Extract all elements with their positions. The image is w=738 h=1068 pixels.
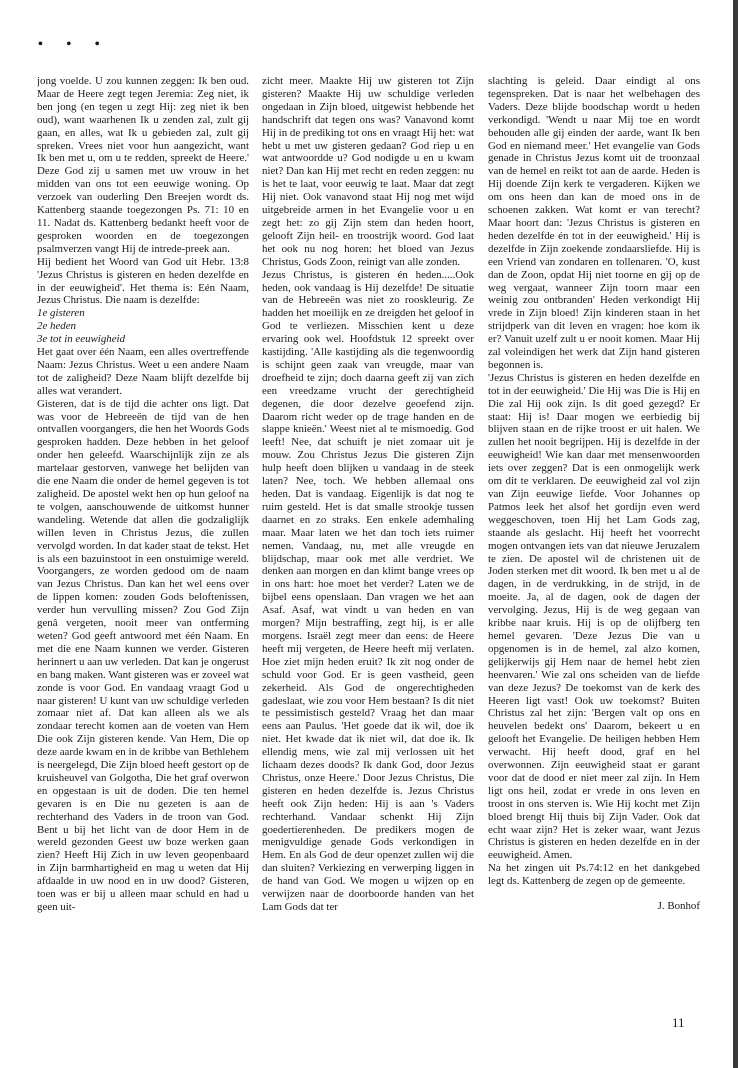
- text-column-2: [262, 75, 474, 1010]
- paragraph: zicht meer. Maakte Hij uw gisteren tot Zijn gisteren? Maakte Hij uw schuldige verleden ongedaan in Zijn bloed, uitgewist hebbende het handschrift dat tegen ons was? Vanavond komt Hij in de prediking tot ons en vraagt Hij het: wat hebt u met uw gisteren gedaan? God riep u en wat antwoordde u? God nodigde u en u kwam niet? Dan kan Hij met recht en reden zeggen: nu is het te laat, voor eeuwig te laat. Maar dat zegt Hij niet. Ook vanavond staat Hij nog met wijd uitgebreide armen in het Evangelie voor u en zegt het: zo gij Zijn stem dan heden hoort, gelooft Zijn heil- en troostrijk woord. God laat het ook nu nog horen: het bloed van Jezus Christus, Gods Zoon, reinigt van alle zonden.: [262, 75, 474, 268]
- paragraph: jong voelde. U zou kunnen zeggen: Ik ben oud. Maar de Heere zegt tegen Jeremia: Zeg niet, ik ben jong (en tegen u zegt Hij: zeg niet ik ben oud), want waarhenen Ik u zenden zal, zult gij gaan, en alles, wat Ik u gebieden zal, zult gij spreken. Vrees niet voor hun aangezicht, want Ik ben met u, om u te redden, spreekt de Heere.' Deze God zij u samen met uw vrouw in het midden van ons tot een eeuwige woning. Op verzoek van ouderling Den Breejen wordt ds. Kattenberg staande toegezongen Ps. 71: 10 en 11. Nadat ds. Kattenberg bedankt heeft voor de gesproken woorden en de toegezongen psalmverzen vangt Hij de intrede-preek aan.: [37, 75, 249, 255]
- paragraph: Jezus Christus, is gisteren én heden.....Ook heden, ook vandaag is Hij dezelfde! De situatie van de Hebreeën was niet zo rooskleurig. Ze hadden het moeilijk en ze dreigden het geloof in God te verliezen. Misschien kent u deze ervaring ook wel. Hoofdstuk 12 spreekt over kastijding. 'Alle kastijding als die tegenwoordig is schijnt geen zaak van vreugde, maar van droefheid te zijn; doch daarna geeft zij van zich een vreedzame vrucht der gerechtigheid degenen, die door dezelve geoefend zijn. Daarom richt weder op de trage handen en de slappe knieën.' Weest niet al te mismoedig. God leeft! Nee, dat schuift je niet zomaar uit je mouw. Zou Christus Jezus Die gisteren Zijn hulp heeft doen blijken u vandaag in de steek laten? Nee, toch. We hebben allemaal ons heden. Dat is vandaag. Eigenlijk is dat nog te ruim gesteld. Het is dat smalle strookje tussen daarnet en zo straks. Een enkele ademhaling maar. Maar laten we het dan toch iets ruimer nemen. Vandaag, nu, met alle vreugde en blijdschap, maar ook met alle verdriet. We denken aan morgen en dan klimt bange vrees op in ons hart: hoe moet het verder? Laten we de bijbel eens openslaan. Dan vragen we het aan Asaf. Asaf, wat vindt u van heden en van morgen? Mijn bestraffing, zegt hij, is er alle morgens. Israël zegt meer dan eens: de Heere heeft mij vergeten, de Heere heeft mij verlaten. Hoe ziet mijn heden eruit? Ik zit nog onder de schuld voor God. Er is geen vastheid, geen zekerheid. Als God de ongerechtigheden gadeslaat, wie zou voor Hem bestaan? Is dit niet te pessimistisch gesteld? Vraag het dan maar eens aan Paulus. 'Het goede dat ik wil, doe ik niet. Het kwade dat ik niet wil, dat doe ik. Ik ellendig mens, wie zal mij verlossen uit het lichaam dezes doods? Ik dank God, door Jezus Christus, onze Heere.' Door Jezus Christus, Die gisteren en heden dezelfde is. Jezus Christus heeft ook Zijn heden: Hij is aan 's Vaders rechterhand. Vandaar schenkt Hij Zijn goedertierenheden. De predikers mogen de menigvuldige genade Gods verkondigen in Hem. En als God de deur openzet zullen wij die dan sluiten? Verkiezing en verwerping liggen in de hand van God. We mogen u wijzen op en verwijzen naar de doorboorde handen van het Lam Gods dat ter: [262, 268, 474, 913]
- paragraph: Na het zingen uit Ps.74:12 en het dankgebed legt ds. Kattenberg de zegen op de gemeente.: [488, 862, 700, 888]
- page-number: 11: [672, 1015, 685, 1030]
- paragraph: 'Jezus Christus is gisteren en heden dezelfde en tot in der eeuwigheid.' Die Hij was Die is Hij en Die zal Hij ook zijn. Is dit goed gezegd? Er staat: Hij is! Daar mogen we eerbiedig bij blijven staan en de rijke troost er uit halen. We zullen het nooit begrijpen. Hij is dezelfde in der eeuwigheid! Wie kan daar met mensenwoorden iets over zeggen? Dat is een onmogelijk werk om dit te verklaren. De eeuwigheid zal vol zijn van Zijn eeuwige liefde. Voor Johannes op Patmos leek het alsof het gordijn even werd weggeschoven, toen Hij het Lam Gods zag, staande als geslacht. Hij heeft het voorrecht mogen ontvangen iets van dat nieuwe Jeruzalem te zien. De apostel wil de christenen uit de Joden sterken met dit woord. Ik ben met u al de dagen, in de verdrukking, in de strijd, in de moeite. Ja, al de dagen, ook de dagen der vervolging. Jezus, Hij is de weg gegaan van kribbe naar kruis. Hij is op de olijfberg ten hemel gevaren. 'Deze Jezus Die van u opgenomen is in de hemel, zal alzo komen, gelijkerwijs gij Hem naar de hemel hebt zien heenvaren.' Wie zal ons scheiden van de liefde van deze Jezus? De toekomst van de kerk des Heeren ligt vast! Ook uw toekomst? Buiten Christus zal het zijn: 'Bergen valt op ons en heuvelen bedekt ons' Daarom, bekeert u en gelooft het Evangelie. De heiligen hebben Hem verwacht. Hij heeft dood, graf en hel overwonnen. Zijn eeuwigheid staat er garant voor dat de dood er niet meer zal zijn. In Hem ligt ons heil, zodat er vrede in ons leven en troost in ons sterven is. Wie Hij kocht met Zijn bloed brengt Hij thuis bij Zijn Vader. Ook dat echt waar zijn? Het is zeker waar, want Jezus Christus is gisteren en heden dezelfde en in der eeuwigheid. Amen.: [488, 371, 700, 862]
- sermon-point-2: 2e heden: [37, 320, 77, 333]
- text-column-1: [37, 75, 249, 1010]
- paragraph: Gisteren, dat is de tijd die achter ons ligt. Dat was voor de Hebreeën de tijd van de hen ontvallen voorgangers, die hen het Woords Gods gesproken hadden. Deze hebben in het geloof onder hen geleefd. Waarschijnlijk zijn ze als martelaar gestorven, vanwege het belijden van die ene Naam die onder de hemel gegeven is tot zaligheid. De apostel wekt hen op hun geloof na te volgen, aanschouwende de uitkomst hunner wandeling. Wetende dat allen die godzaliglijk willen leven in Christus Jezus, die zullen vervolgd worden. In dat kader staat de tekst. Het is als een bazuinstoot in een onstuimige wereld. Voorgangers, ze worden gedood om de naam van Jezus Christus. Dan kan het wel eens over de lippen komen: zouden Gods beloftenissen, verder hun vervulling missen? Zou God Zijn genâ vergeten, nooit meer van ontferming weten? God geeft antwoord met één Naam. En met die ene Naam kunnen we verder. Gisteren herinnert u aan uw verleden. Dat kan je ongerust en bang maken. Want gisteren was er zoveel wat zonde is voor God. En vandaag vraagt God u naar gisteren! U kunt van uw schuldige verleden zomaar niet af. Dat kan alleen als we als zondaar terecht komen aan de voeten van Hem Die ook Zijn gisteren kende. Van Hem, Die op deze aarde kwam en in de kribbe van Bethlehem is neergelegd, Die Zijn bloed heeft gestort op de kruisheuvel van Golgotha, Die het graf overwon en opgestaan is uit de doden. Die ten hemel gevaren is en Die nu gezeten is aan de rechterhand des Vaders in de troon van God. Bent u bij het licht van de door Hem in de wereld gezonden Geest uw boze werken gaan zien? Heeft Hij Zich in uw leven geopenbaard in Zijn barmhartigheid en mag u weten dat Hij afdaalde in uw nood en in uw dood? Gisteren, toen was er bij u alleen maar schuld en had u geen uit-: [37, 397, 249, 913]
- paragraph: Het gaat over één Naam, een alles overtreffende Naam: Jezus Christus. Weet u een andere Naam tot de zaligheid? Deze Naam blijft dezelfde bij alles wat verandert.: [37, 346, 249, 397]
- header-marks: • • •: [38, 37, 110, 52]
- paragraph: slachting is geleid. Daar eindigt al ons tegenspreken. Dat is naar het welbehagen des Vaders. Deze blijde boodschap wordt u heden verkondigd. 'Wendt u naar Mij toe en wordt behouden alle gij einden der aarde, want Ik ben God en niemand meer.' Het evangelie van Gods genade in Christus Jezus komt uit de troonzaal van de hemel en reikt tot aan de aarde. Heden is Hij doende Zijn kerk te vergaderen. Kijken we om ons heen dan kan de moed ons in de schoenen zakken. Wat komt er van terecht? Maar hoort dan: 'Jezus Christus is gisteren en heden dezelfde én tot in der eeuwigheid.' Hij is dezelfde in Zijn zoekende zondaarsliefde. Hij is een Vriend van zondaren en tollenaren. 'O, kust dan de Zoon, opdat Hij niet toorne en gij op de weg vergaat, wanneer Zijn toorn maar een weinig zou ontbranden' Heden verkondigt Hij vrede in Zijn bloed! Zijn kinderen staan in het strijdperk van dit leven en vragen: hoe kom ik er? Vanuit uzelf zult u er nooit komen. Maar Hij zal voleindigen het werk dat Zijn hand gisteren begonnen is.: [488, 75, 700, 371]
- page-edge-shadow: [733, 0, 738, 1068]
- sermon-point-1: 1e gisteren: [37, 307, 85, 320]
- author-signature: J. Bonhof: [657, 900, 700, 913]
- paragraph: Hij bedient het Woord van God uit Hebr. 13:8 'Jezus Christus is gisteren en heden dezelfde en in der eeuwigheid'. Het thema is: Eén Naam, Jezus Christus. Die naam is dezelfde:: [37, 255, 249, 307]
- sermon-point-3: 3e tot in eeuwigheid: [37, 333, 126, 346]
- text-column-3: [488, 75, 700, 1010]
